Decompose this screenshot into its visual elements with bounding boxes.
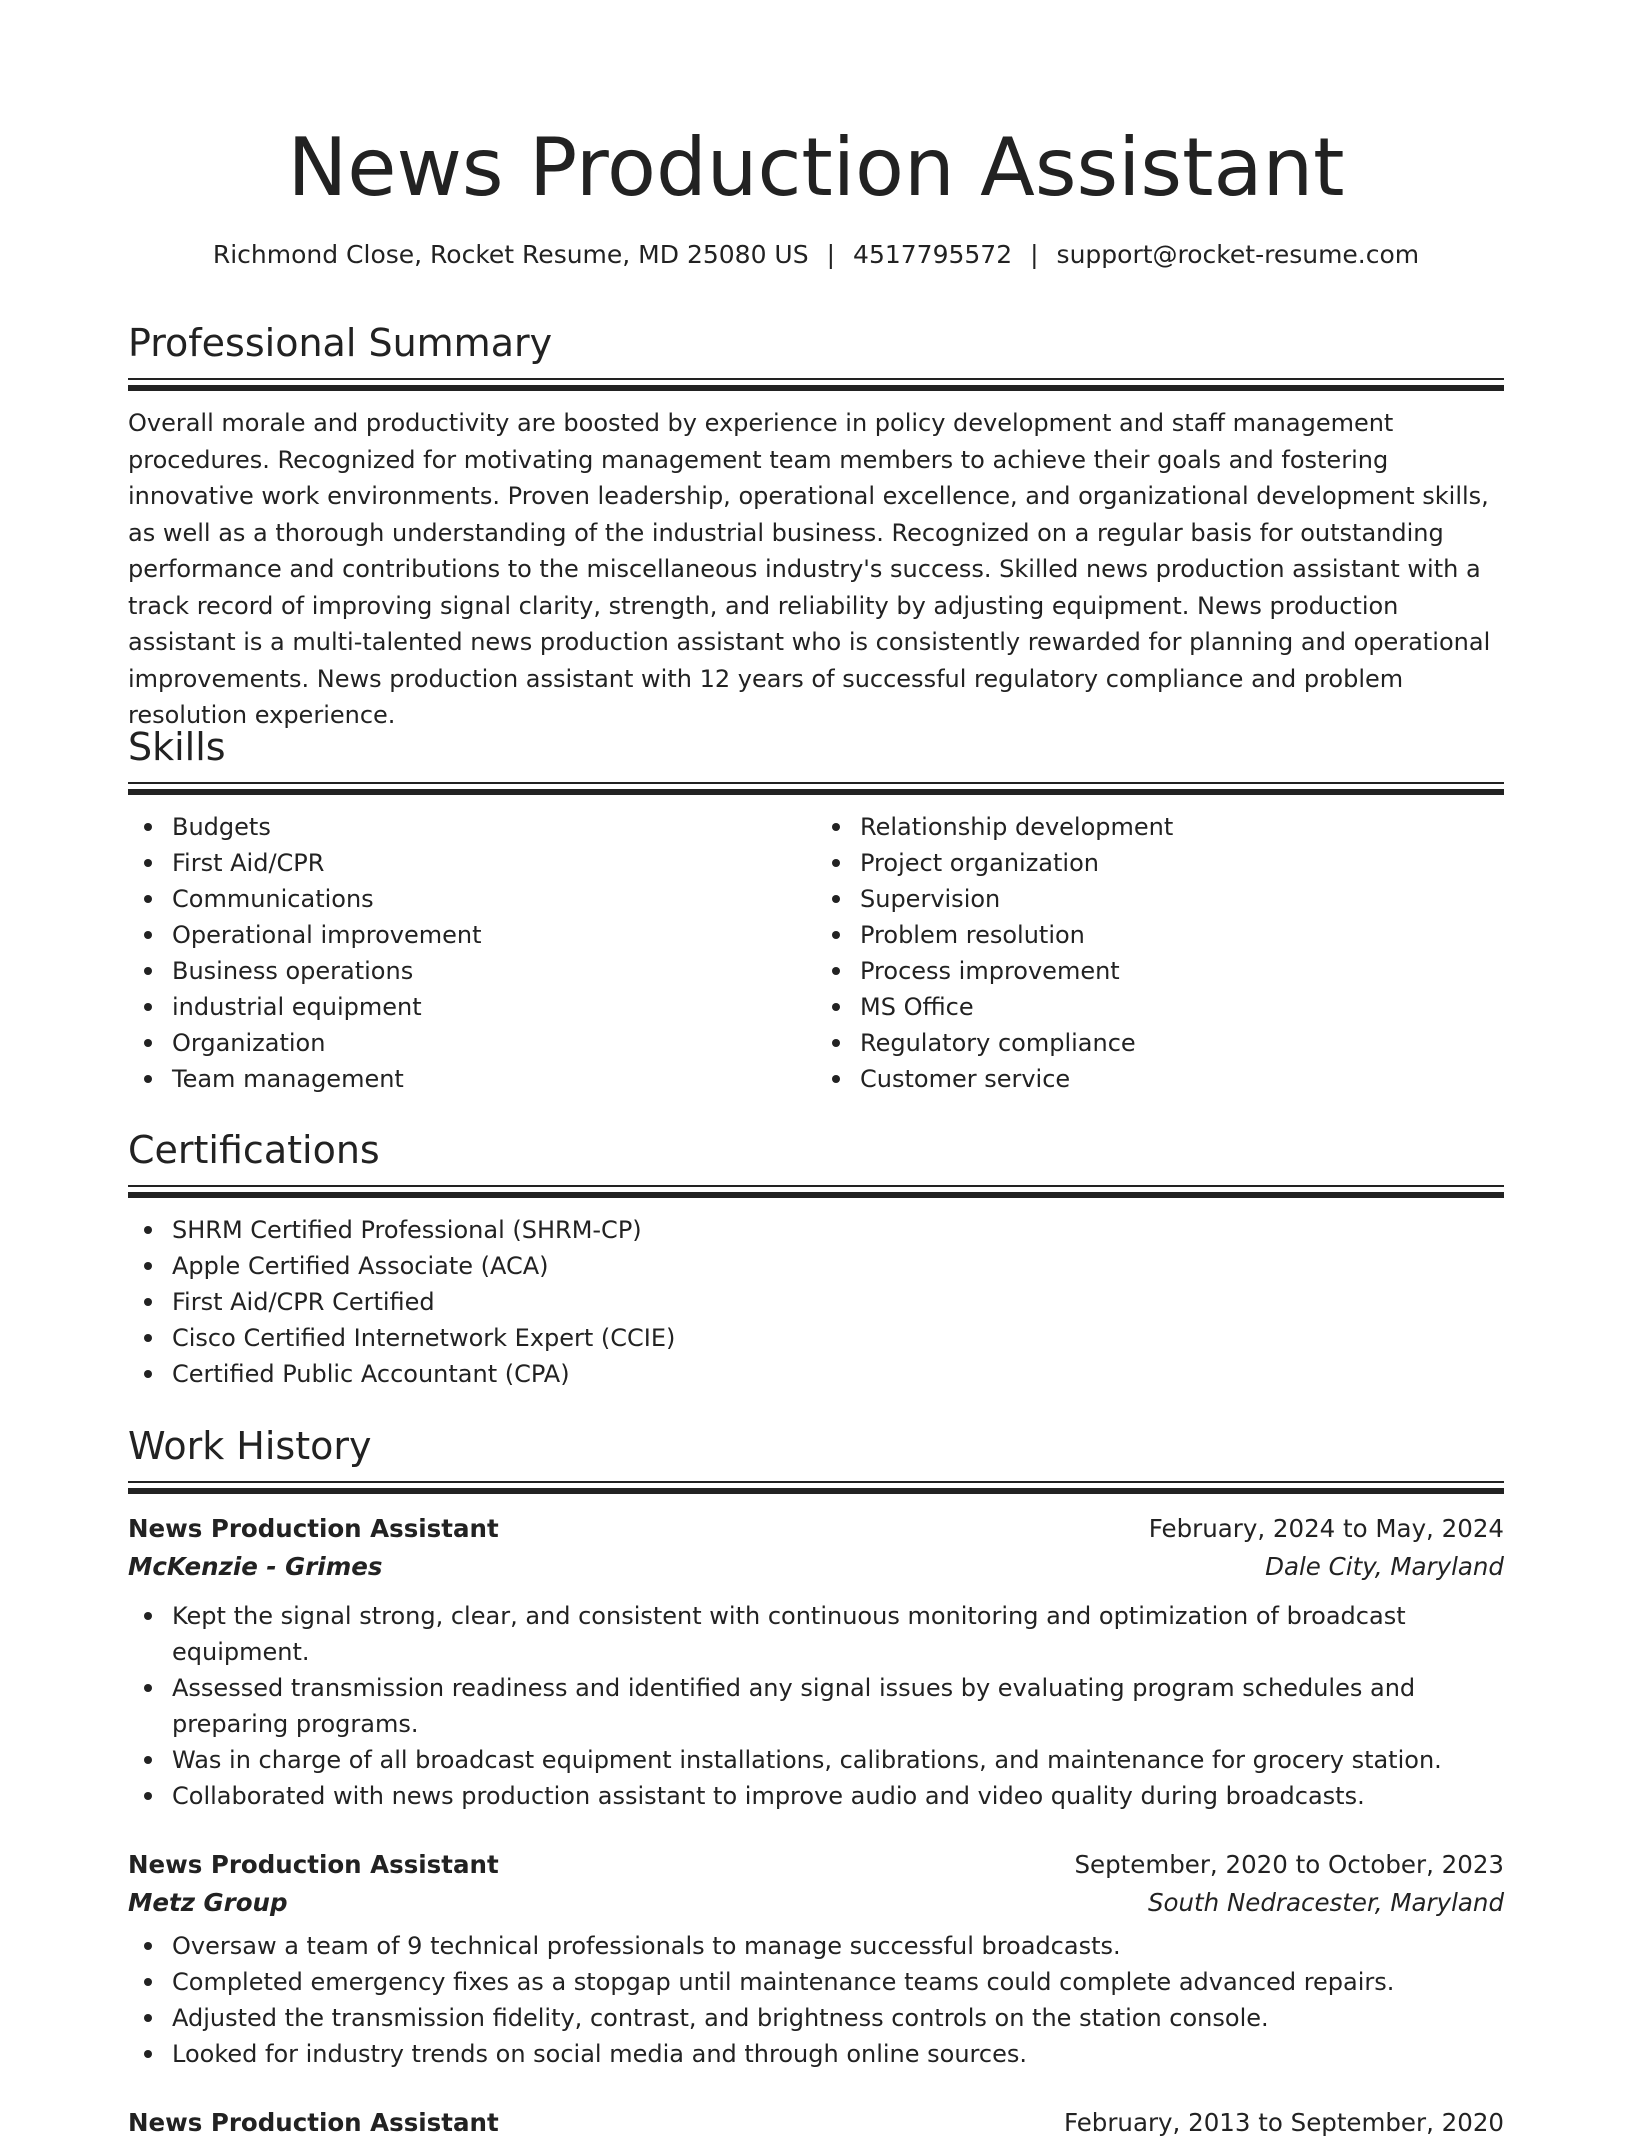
skills-column-left [128, 809, 816, 1097]
skill-item: Project organization [816, 845, 1504, 881]
skill-item: Team management [128, 1061, 816, 1097]
job-entry [128, 1846, 1504, 2072]
work-history-section [128, 1421, 1504, 2142]
certification-item: SHRM Certified Professional (SHRM-CP) [128, 1212, 1504, 1248]
section-divider [128, 378, 1504, 391]
skill-item: Regulatory compliance [816, 1025, 1504, 1061]
work-history-heading: Work History [128, 1424, 372, 1468]
contact-address: Richmond Close, Rocket Resume, MD 25080 US [212, 240, 809, 269]
section-divider [128, 1185, 1504, 1198]
skills-heading: Skills [128, 725, 226, 769]
skill-item: Relationship development [816, 809, 1504, 845]
job-subheader [128, 1884, 1504, 1922]
job-duties [128, 1928, 1504, 2072]
certification-item: Certified Public Accountant (CPA) [128, 1356, 1504, 1392]
job-duties [128, 1598, 1504, 1814]
job-duty: Was in charge of all broadcast equipment installations, calibrations, and maintenance for grocery station. [128, 1742, 1504, 1778]
job-entry [128, 2104, 1504, 2142]
contact-separator: | [826, 240, 836, 269]
skill-item: First Aid/CPR [128, 845, 816, 881]
skills-column-right [816, 809, 1504, 1097]
job-duty: Kept the signal strong, clear, and consistent with continuous monitoring and optimization of broadcast equipment. [128, 1598, 1504, 1670]
job-duty: Assessed transmission readiness and identified any signal issues by evaluating program schedules and preparing programs. [128, 1670, 1504, 1742]
job-title: News Production Assistant [128, 2108, 499, 2137]
certification-item: Cisco Certified Internetwork Expert (CCIE) [128, 1320, 1504, 1356]
skill-item: Budgets [128, 809, 816, 845]
section-divider [128, 782, 1504, 795]
summary-heading: Professional Summary [128, 321, 553, 365]
skills-section [128, 722, 1504, 1097]
job-location: South Nedracester, Maryland [1147, 1888, 1504, 1917]
contact-phone: 4517795572 [853, 240, 1013, 269]
job-location: Dale City, Maryland [1265, 1552, 1504, 1581]
skill-item: Business operations [128, 953, 816, 989]
job-duty: Oversaw a team of 9 technical professionals to manage successful broadcasts. [128, 1928, 1504, 1964]
skill-item: Organization [128, 1025, 816, 1061]
skill-item: Operational improvement [128, 917, 816, 953]
skill-item: Communications [128, 881, 816, 917]
certification-item: First Aid/CPR Certified [128, 1284, 1504, 1320]
summary-text: Overall morale and productivity are boosted by experience in policy development and staff management procedures. Recognized for motivating management team members to achieve their goals and fostering innovative work environments. Proven leadership, operational excellence, and organizational development skills, as well as a thorough understanding of the industrial business. Recognized on a regular basis for outstanding performance and contributions to the miscellaneous industry's success. Skilled news production assistant with a track record of improving signal clarity, strength, and reliability by adjusting equipment. News production assistant is a multi-talented news production assistant who is consistently rewarded for planning and operational improvements. News production assistant with 12 years of successful regulatory compliance and problem resolution experience. [128, 409, 1491, 729]
contact-email[interactable]: support@rocket-resume.com [1056, 240, 1420, 269]
job-company: Metz Group [128, 1888, 288, 1917]
certification-item: Apple Certified Associate (ACA) [128, 1248, 1504, 1284]
certifications-list [128, 1212, 1504, 1392]
job-title: News Production Assistant [128, 1850, 499, 1879]
summary-section [128, 318, 1504, 734]
certifications-section [128, 1125, 1504, 1392]
skill-item: Problem resolution [816, 917, 1504, 953]
resume-title: News Production Assistant [287, 121, 1345, 214]
job-company: McKenzie - Grimes [128, 1552, 383, 1581]
job-duty: Collaborated with news production assistant to improve audio and video quality during broadcasts. [128, 1778, 1504, 1814]
job-dates: February, 2024 to May, 2024 [1148, 1514, 1504, 1543]
section-divider [128, 1481, 1504, 1494]
skill-item: MS Office [816, 989, 1504, 1025]
job-duty: Looked for industry trends on social media and through online sources. [128, 2036, 1504, 2072]
skill-item: Supervision [816, 881, 1504, 917]
job-header [128, 2104, 1504, 2142]
job-duty: Completed emergency fixes as a stopgap until maintenance teams could complete advanced repairs. [128, 1964, 1504, 2000]
job-dates: February, 2013 to September, 2020 [1063, 2108, 1504, 2137]
job-header [128, 1510, 1504, 1548]
skills-grid [128, 809, 1504, 1097]
contact-separator: | [1030, 240, 1039, 269]
certifications-heading: Certifications [128, 1128, 380, 1172]
job-duty: Adjusted the transmission fidelity, contrast, and brightness controls on the station console. [128, 2000, 1504, 2036]
skill-item: Process improvement [816, 953, 1504, 989]
job-title: News Production Assistant [128, 1514, 499, 1543]
skill-item: Customer service [816, 1061, 1504, 1097]
job-entry [128, 1510, 1504, 1814]
job-subheader [128, 1548, 1504, 1586]
contact-line [0, 238, 1632, 272]
job-dates: September, 2020 to October, 2023 [1074, 1850, 1504, 1879]
skill-item: industrial equipment [128, 989, 816, 1025]
job-header [128, 1846, 1504, 1884]
